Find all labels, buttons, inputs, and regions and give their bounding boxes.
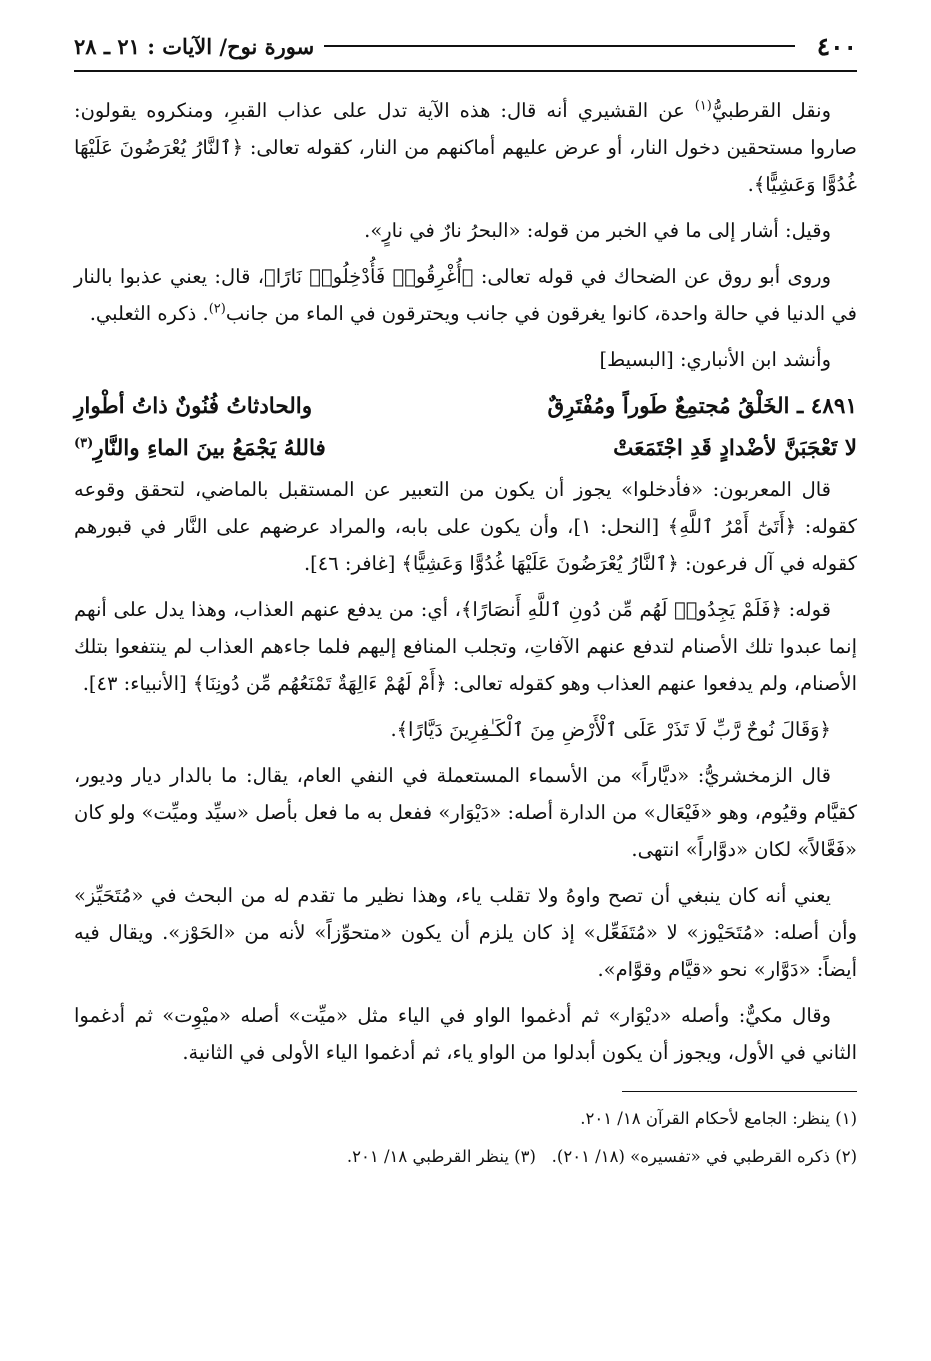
header-rule bbox=[74, 70, 857, 72]
paragraph-said: وقيل: أشار إلى ما في الخبر من قوله: «البحرُ نارٌ في نارٍ». bbox=[364, 219, 831, 242]
footnote-ref-1: (١) bbox=[694, 98, 712, 114]
verse-1-second-hemistich: والحادثاتُ فُنُونٌ ذاتُ أطْوارِ bbox=[74, 394, 313, 419]
paragraph-text: عن القشيري أنه قال: هذه الآية تدل على عذاب القبرِ، ومنكروه يقولون: صاروا مستحقين دخول النار، أو عرض عليهم أماكنهم من النار، كقوله تعالى: ﴿ٱلنَّارُ يُعْرَضُونَ عَلَيْهَا غُدُوًّا وَعَشِيًّا﴾. bbox=[74, 99, 857, 196]
verse-2-text: فاللهُ يَجْمَعُ بينَ الماءِ والنَّارِ bbox=[93, 436, 326, 461]
verse-2-second-hemistich bbox=[74, 429, 326, 469]
paragraph-text: ونقل القرطبيُّ bbox=[711, 99, 831, 122]
poem-verse-1 bbox=[74, 387, 857, 427]
paragraph-zamakhshari: قال الزمخشريُّ: «ديَّاراً» من الأسماء المستعملة في النفي العام، يقال: ما بالدار ديار وديور، كقيَّام وقيُوم، وهو «فَيْعَال» من الدارة أصله: «دَيْوَار» ففعل به ما فعل بأصل «سيِّد وميِّت» ولو كان «فَعَّالاً» لكان «دوَّاراً» انتهى. bbox=[74, 764, 857, 861]
paragraph-grammarians: قال المعربون: «فأدخلوا» يجوز أن يكون من التعبير عن المستقبل بالماضي، لتحقق وقوعه كقوله: ﴿أَتَىٰٓ أَمْرُ ٱللَّهِ﴾ [النحل: ١]، وأن يكون على بابه، والمراد عرضهم على النَّار في قبورهم كقوله في آل فرعون: ﴿ٱلنَّارُ يُعْرَضُونَ عَلَيْهَا غُدُوًّا وَعَشِيًّا﴾ [غافر: ٤٦]. bbox=[74, 478, 857, 575]
footnote-divider bbox=[622, 1091, 857, 1092]
page-number: ٤٠٠ bbox=[816, 31, 857, 61]
paragraph-his-saying: قوله: ﴿فَلَمْ يَجِدُوا۟ لَهُم مِّن دُونِ ٱللَّهِ أَنصَارًا﴾، أي: من يدفع عنهم العذاب، وهذا يدل على أنهم إنما عبدوا تلك الأصنام لتدفع عنهم الآفاتِ، وتجلب المنافع إليهم فلما جاءهم العذاب لم ينتفعوا بتلك الأصنام، ولم يدفعوا عنهم العذاب وهو كقوله تعالى: ﴿أَمْ لَهُمْ ءَالِهَةٌ تَمْنَعُهُم مِّن دُونِنَا﴾ [الأنبياء: ٤٣]. bbox=[74, 598, 857, 695]
header-line bbox=[324, 45, 794, 47]
paragraph-qurtubi bbox=[74, 92, 857, 203]
paragraph-makki: وقال مكيٌّ: وأصله «ديْوَار» ثم أدغموا الواو في الياء مثل «ميِّت» أصله «ميْوِت» ثم أدغموا الثاني في الأول، ويجوز أن يكون أبدلوا من الواو ياء، ثم أدغموا الياء الأولى في الثانية. bbox=[74, 1004, 857, 1064]
running-title: سورة نوح/ الآيات : ٢١ ـ ٢٨ bbox=[74, 33, 315, 59]
footnote-2: (٢) ذكره القرطبي في «تفسيره» (١٨/ ٢٠١). bbox=[551, 1147, 857, 1166]
page-body bbox=[74, 92, 857, 1071]
footnote-ref-2: (٢) bbox=[208, 301, 226, 317]
paragraph-text: وروى أبو روق عن الضحاك في قوله تعالى: ﴿أُغْرِقُوا۟ فَأُدْخِلُوا۟ نَارًا﴾، قال: يعني عذبوا بالنار في الدنيا في حالة واحدة، كانوا يغرقون في جانب ويحترقون في الماء من جانب bbox=[74, 265, 857, 325]
footnote-1: (١) ينظر: الجامع لأحكام القرآن ١٨/ ٢٠١. bbox=[580, 1109, 857, 1128]
paragraph-abu-rawq bbox=[74, 258, 857, 332]
verse-1-first-hemistich: ٤٨٩١ ـ الخَلْقُ مُجتمِعٌ طَوراً ومُفْتَرِقٌ bbox=[547, 394, 857, 419]
paragraph-text: . ذكره الثعلبي. bbox=[89, 302, 209, 325]
paragraph-nuh-verse: ﴿وَقَالَ نُوحٌ رَّبِّ لَا تَذَرْ عَلَى ٱلْأَرْضِ مِنَ ٱلْكَـٰفِرِينَ دَيَّارًا﴾. bbox=[390, 718, 831, 741]
footnote-ref-3: (٣) bbox=[74, 435, 94, 451]
verse-2-first-hemistich: لا تَعْجَبَنَّ لأضْدادٍ قَدِ اجْتَمَعَتْ bbox=[613, 436, 857, 461]
paragraph-meaning: يعني أنه كان ينبغي أن تصح واوهُ ولا تقلب ياء، وهذا نظير ما تقدم له من البحث في «مُتَحَيِّز» وأن أصله: «مُتَحَيْوز» لا «مُتَفَعِّل» إذ كان يلزم أن يكون «متحوِّزاً» لأنه من «الحَوْز». ويقال فيه أيضاً: «دَوَّار» نحو «قيَّام وقوَّام». bbox=[74, 884, 857, 981]
footnote-3: (٣) ينظر القرطبي ١٨/ ٢٠١. bbox=[346, 1147, 536, 1166]
poem-verse-2 bbox=[74, 429, 857, 469]
footnote-2-3 bbox=[74, 1142, 857, 1172]
footnotes bbox=[74, 1104, 857, 1172]
paragraph-recited: وأنشد ابن الأنباري: [البسيط] bbox=[599, 348, 831, 371]
page-header bbox=[74, 26, 857, 66]
